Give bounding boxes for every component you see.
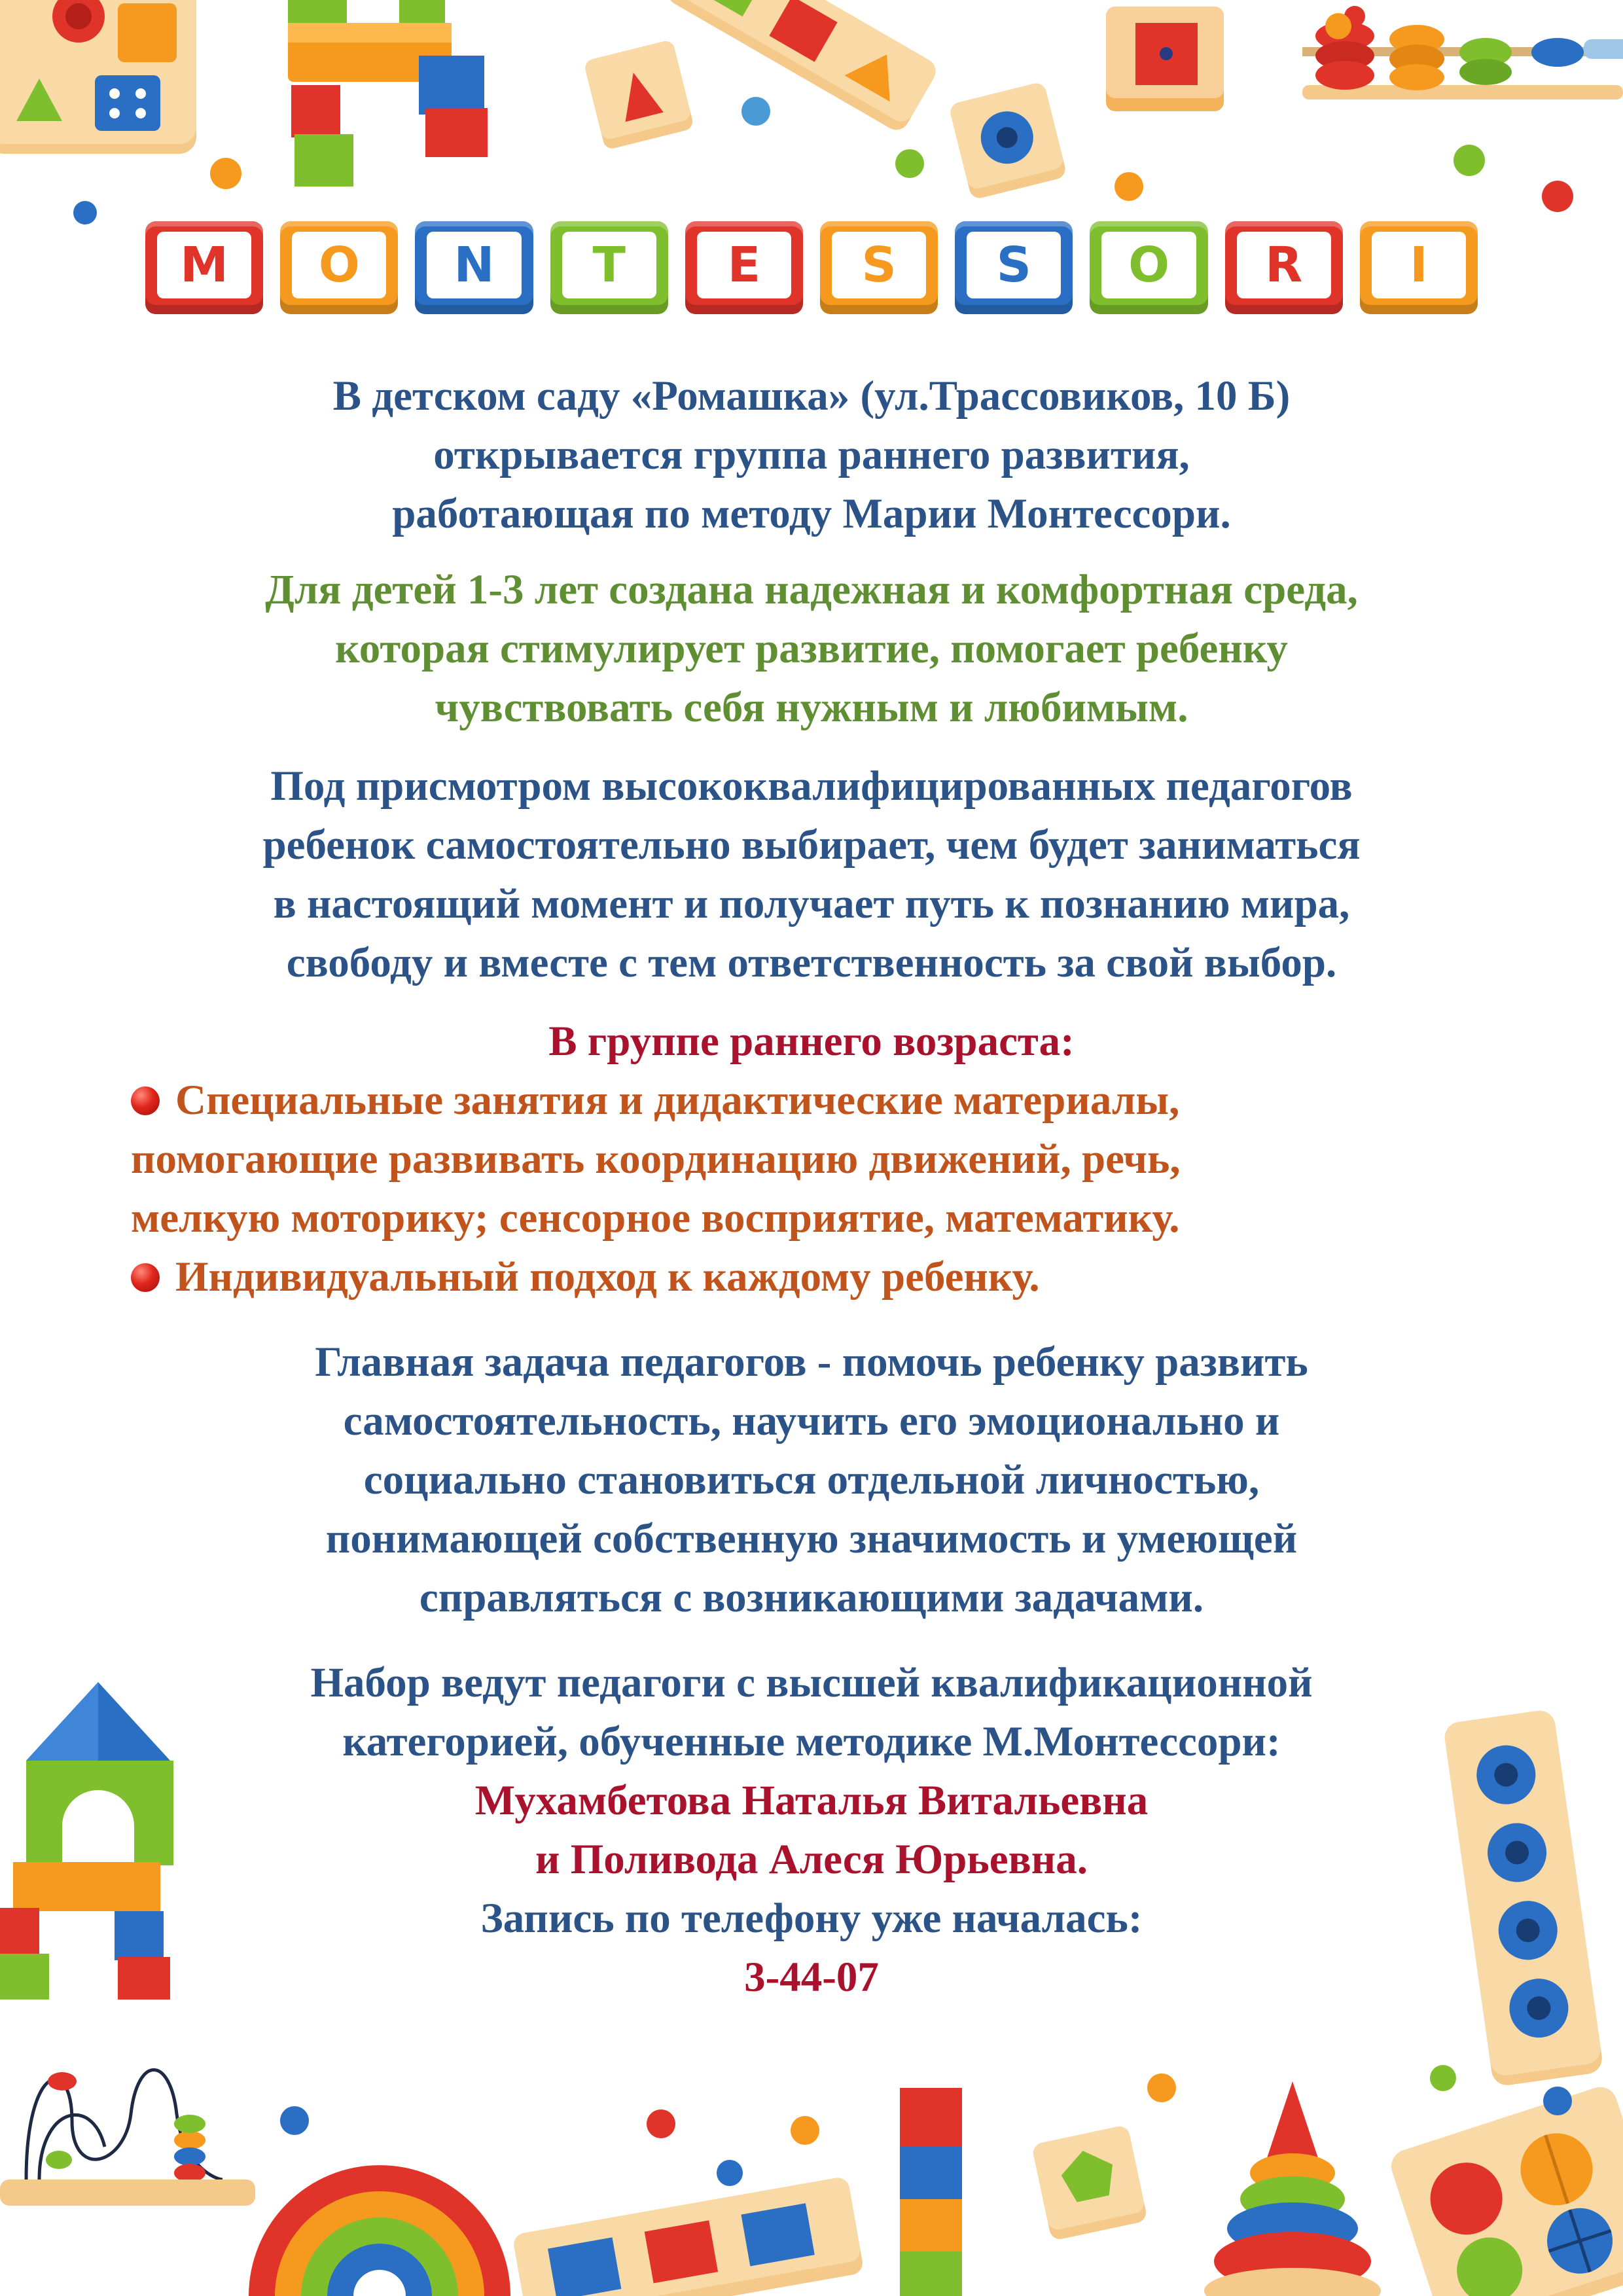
bullet-item-2 [131, 1247, 1531, 1306]
intro-line-1: В детском саду «Ромашка» (ул.Трассовиков, 10 Б) [332, 372, 1291, 420]
montessori-title [145, 221, 1478, 319]
goal-paragraph [92, 1333, 1531, 1627]
ring-pyramid-icon [1204, 2081, 1381, 2296]
stacking-tower-icon [900, 2088, 962, 2296]
abacus-icon [1302, 6, 1623, 99]
bead-maze-beads-icon [0, 2072, 255, 2206]
bullet-item-1-cont [131, 1130, 1531, 1189]
title-letter: T [562, 232, 656, 298]
bullet-1-line-3: мелкую моторику; сенсорное восприятие, математику. [131, 1194, 1180, 1242]
teacher-1-name: Мухамбетова Наталья Витальевна [474, 1777, 1149, 1824]
title-letter: S [967, 232, 1061, 298]
supervision-line-3: в настоящий момент и получает путь к познанию мира, [273, 880, 1350, 927]
supervision-line-1: Под присмотром высококвалифицированных педагогов [270, 762, 1353, 810]
intro-paragraph [92, 367, 1531, 543]
title-letter: O [292, 232, 386, 298]
intro-line-2: открывается группа раннего развития, [433, 431, 1190, 478]
environment-paragraph [92, 560, 1531, 737]
title-letter: E [697, 232, 791, 298]
fraction-board-icon [1387, 2083, 1623, 2296]
goal-line-1: Главная задача педагогов - помочь ребенку развить [315, 1338, 1308, 1386]
red-bullet-icon [131, 1086, 160, 1115]
triangle-tile-icon [583, 39, 694, 151]
enrollment-line-2: категорией, обученные методике М.Монтессори: [342, 1718, 1281, 1765]
bullet-1-line-1: Специальные занятия и дидактические материалы, [175, 1077, 1180, 1124]
title-letter: M [157, 232, 251, 298]
goal-line-3: социально становиться отдельной личностью, [363, 1456, 1260, 1503]
group-bullet-list [92, 1071, 1531, 1306]
bullet-2-text: Индивидуальный подход к каждому ребенку. [175, 1253, 1040, 1300]
building-blocks-icon [288, 0, 488, 187]
supervision-paragraph [92, 757, 1531, 992]
bead-maze-icon [26, 2070, 223, 2180]
title-letter: S [832, 232, 926, 298]
title-letter-block [955, 221, 1073, 314]
enrollment-paragraph [92, 1653, 1531, 2007]
sorting-tray-icon [663, 0, 940, 135]
goal-line-2: самостоятельность, научить его эмоционально и [343, 1397, 1280, 1444]
title-letter-block [1225, 221, 1343, 314]
supervision-line-2: ребенок самостоятельно выбирает, чем будет заниматься [262, 821, 1361, 869]
title-letter-block [820, 221, 938, 314]
title-letter: R [1237, 232, 1331, 298]
enrollment-call: Запись по телефону уже началась: [480, 1895, 1143, 1942]
shape-sorter-board-icon [0, 0, 196, 154]
title-letter-block [280, 221, 398, 314]
bullet-1-line-2: помогающие развивать координацию движений, речь, [131, 1136, 1181, 1183]
title-letter-block [415, 221, 533, 314]
bottom-sorting-tray-icon [512, 2176, 865, 2296]
environment-line-2: которая стимулирует развитие, помогает ребенку [335, 625, 1288, 672]
title-letter-block [685, 221, 803, 314]
title-letter-block [1090, 221, 1207, 314]
title-letter-block [145, 221, 263, 314]
balls-bottom-icon [280, 2065, 1572, 2186]
supervision-line-4: свободу и вместе с тем ответственность за свой выбор. [286, 939, 1337, 986]
goal-line-4: понимающей собственную значимость и умеющей [325, 1515, 1298, 1562]
title-letter: O [1101, 232, 1196, 298]
goal-line-5: справляться с возникающими задачами. [419, 1574, 1204, 1621]
intro-line-3: работающая по методу Марии Монтессори. [392, 490, 1231, 537]
title-letter-block [550, 221, 668, 314]
group-heading: В группе раннего возраста: [548, 1018, 1075, 1065]
bullet-item-1 [131, 1071, 1531, 1130]
balls-top-icon [73, 13, 1573, 224]
environment-line-1: Для детей 1-3 лет создана надежная и комфортная среда, [265, 566, 1358, 613]
flyer-content [92, 367, 1531, 2007]
title-letter-block [1360, 221, 1478, 314]
red-box-icon [1106, 7, 1224, 111]
red-bullet-icon [131, 1263, 160, 1292]
title-letter: N [427, 232, 521, 298]
pentagon-tile-icon [1031, 2125, 1148, 2241]
rainbow-arch-icon [249, 2165, 510, 2296]
teacher-2-name: и Поливода Алеся Юрьевна. [535, 1836, 1088, 1883]
circle-tile-icon [948, 81, 1067, 200]
title-letter: I [1372, 232, 1466, 298]
environment-line-3: чувствовать себя нужным и любимым. [435, 684, 1188, 731]
bullet-item-1-cont2 [131, 1189, 1531, 1247]
phone-number: 3-44-07 [744, 1954, 879, 2001]
enrollment-line-1: Набор ведут педагоги с высшей квалификационной [310, 1659, 1313, 1706]
